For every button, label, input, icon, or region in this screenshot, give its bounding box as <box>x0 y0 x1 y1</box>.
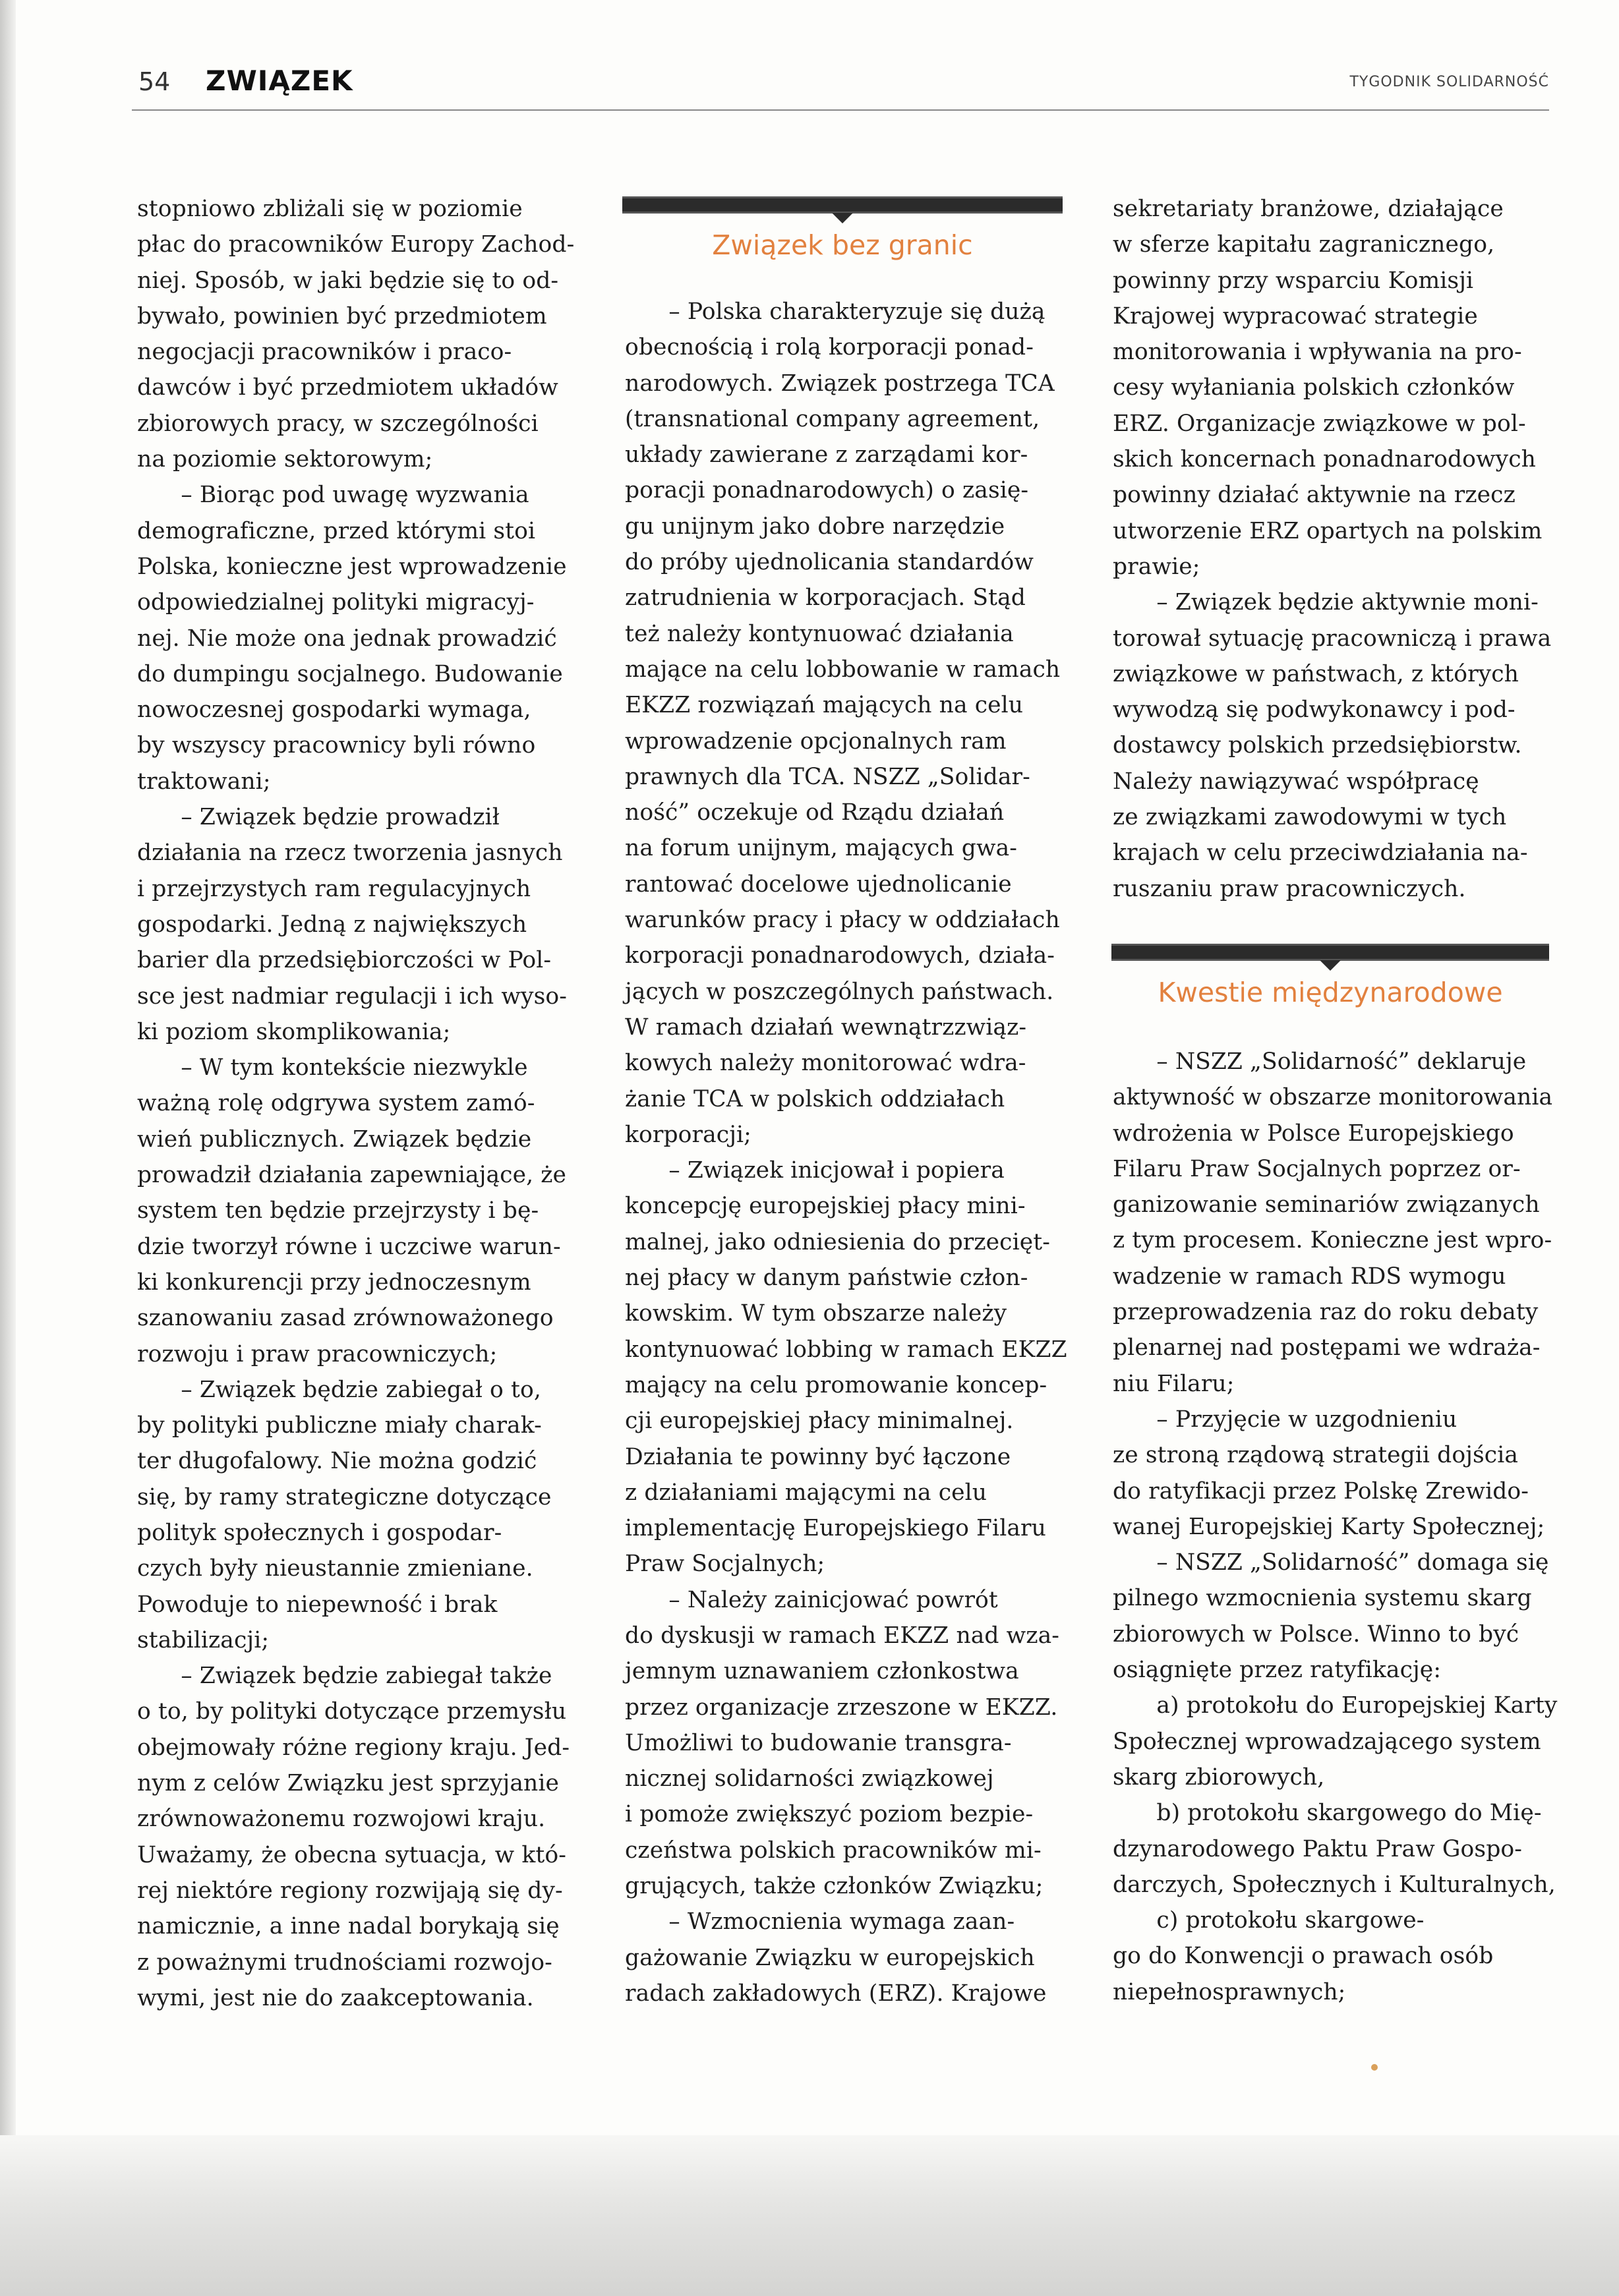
text-line: rantować docelowe ujednolicanie <box>625 871 1012 898</box>
text-line: darczych, Społecznych i Kulturalnych, <box>1113 1871 1556 1898</box>
text-line: (transnational company agreement, <box>625 405 1040 432</box>
box-header-bar <box>622 196 1063 214</box>
text-line: cji europejskiej płacy minimalnej. <box>625 1408 1014 1435</box>
text-line: ki poziom skomplikowania; <box>137 1018 451 1045</box>
column-3-top <box>1113 191 1561 907</box>
header-divider <box>132 109 1549 111</box>
text-line: Społecznej wprowadzającego system <box>1113 1728 1541 1755</box>
text-line: dawców i być przedmiotem układów <box>137 374 558 401</box>
text-line: c) protokołu skargowe- <box>1113 1907 1425 1934</box>
text-line: implementację Europejskiego Filaru <box>625 1515 1046 1542</box>
scan-bottom-shadow <box>0 2135 1619 2296</box>
box-header-bar <box>1111 944 1549 961</box>
text-line: plenarnej nad postępami we wdraża- <box>1113 1335 1541 1362</box>
text-line: też należy kontynuować działania <box>625 620 1014 647</box>
text-line: niu Filaru; <box>1113 1370 1235 1397</box>
text-line: wień publicznych. Związek będzie <box>137 1126 532 1153</box>
text-line: pilnego wzmocnienia systemu skarg <box>1113 1585 1532 1612</box>
text-line: Powoduje to niepewność i brak <box>137 1591 498 1618</box>
text-line: ganizowanie seminariów związanych <box>1113 1191 1540 1219</box>
text-line: Krajowej wypracować strategie <box>1113 302 1478 330</box>
text-line: nym z celów Związku jest sprzyjanie <box>137 1770 559 1797</box>
text-line: ERZ. Organizacje związkowe w pol- <box>1113 410 1526 437</box>
text-line: zbiorowych pracy, w szczególności <box>137 410 539 437</box>
text-line: by wszyscy pracownicy byli równo <box>137 732 536 759</box>
text-line: W ramach działań wewnątrzzwiąz- <box>625 1014 1027 1041</box>
text-line: płac do pracowników Europy Zachod- <box>137 231 575 258</box>
text-line: ze związkami zawodowymi w tych <box>1113 804 1507 831</box>
text-line: kowych należy monitorować wdra- <box>625 1050 1026 1077</box>
text-line: narodowych. Związek postrzega TCA <box>625 370 1055 397</box>
column-2 <box>625 294 1073 2011</box>
text-line: z tym procesem. Konieczne jest wpro- <box>1113 1227 1552 1254</box>
text-line: koncepcję europejskiej płacy mini- <box>625 1193 1026 1220</box>
text-line: – NSZZ „Solidarność” domaga się <box>1113 1549 1549 1576</box>
text-line: skich koncernach ponadnarodowych <box>1113 446 1536 473</box>
text-line: mające na celu lobbowanie w ramach <box>625 656 1061 683</box>
text-line: – Związek inicjował i popiera <box>625 1157 1005 1184</box>
text-line: czeństwa polskich pracowników mi- <box>625 1837 1042 1864</box>
text-line: namicznie, a inne nadal borykają się <box>137 1913 560 1940</box>
text-line: torował sytuację pracowniczą i prawa <box>1113 625 1552 652</box>
text-line: bywało, powinien być przedmiotem <box>137 302 547 330</box>
page-header <box>132 61 1549 108</box>
text-line: radach zakładowych (ERZ). Krajowe <box>625 1980 1047 2007</box>
text-line: się, by ramy strategiczne dotyczące <box>137 1483 552 1510</box>
text-line: przez organizacje zrzeszone w EKZZ. <box>625 1694 1058 1721</box>
text-line: Działania te powinny być łączone <box>625 1443 1011 1470</box>
text-line: szanowaniu zasad zrównoważonego <box>137 1305 554 1332</box>
text-line: skarg zbiorowych, <box>1113 1764 1325 1791</box>
text-line: Polska, konieczne jest wprowadzenie <box>137 553 567 580</box>
text-line: mający na celu promowanie koncep- <box>625 1371 1047 1398</box>
text-line: prawnych dla TCA. NSZZ „Solidar- <box>625 763 1030 790</box>
text-line: do próby ujednolicania standardów <box>625 549 1034 576</box>
text-line: obejmowały różne regiony kraju. Jed- <box>137 1734 570 1761</box>
text-line: niepełnosprawnych; <box>1113 1978 1346 2005</box>
text-line: wymi, jest nie do zaakceptowania. <box>137 1984 534 2011</box>
section-title: ZWIĄZEK <box>206 65 353 97</box>
text-line: z działaniami mającymi na celu <box>625 1479 987 1506</box>
text-line: sekretariaty branżowe, działające <box>1113 196 1504 222</box>
text-line: zatrudnienia w korporacjach. Stąd <box>625 585 1026 612</box>
box-title-kwestie-miedzynarodowe: Kwestie międzynarodowe <box>1158 977 1503 1008</box>
text-line: i przejrzystych ram regulacyjnych <box>137 875 531 902</box>
text-line: poracji ponadnarodowych) o zasię- <box>625 477 1029 504</box>
text-line: traktowani; <box>137 768 271 795</box>
text-line: ze stroną rządową strategii dojścia <box>1113 1442 1519 1469</box>
text-line: Należy nawiązywać współpracę <box>1113 768 1479 795</box>
text-line: zbiorowych w Polsce. Winno to być <box>1113 1621 1519 1648</box>
text-line: wadzenie w ramach RDS wymogu <box>1113 1263 1506 1290</box>
text-line: – NSZZ „Solidarność” deklaruje <box>1113 1048 1527 1075</box>
text-line: rozwoju i praw pracowniczych; <box>137 1340 498 1367</box>
text-line: gażowanie Związku w europejskich <box>625 1944 1035 1971</box>
publication-name: TYGODNIK SOLIDARNOŚĆ <box>1349 74 1549 90</box>
text-line: malnej, jako odniesienia do przecięt- <box>625 1228 1050 1255</box>
text-line: odpowiedzialnej polityki migracyj- <box>137 589 535 616</box>
text-line: dzynarodowego Paktu Praw Gospo- <box>1113 1835 1523 1862</box>
text-line: powinny działać aktywnie na rzecz <box>1113 482 1516 509</box>
text-line: wdrożenia w Polsce Europejskiego <box>1113 1120 1514 1147</box>
text-line: ki konkurencji przy jednoczesnym <box>137 1269 531 1296</box>
text-line: powinny przy wsparciu Komisji <box>1113 267 1474 294</box>
text-line: Filaru Praw Socjalnych poprzez or- <box>1113 1155 1521 1182</box>
text-line: z poważnymi trudnościami rozwojo- <box>137 1949 552 1976</box>
text-line: ruszaniu praw pracowniczych. <box>1113 875 1466 902</box>
text-line: jemnym uznawaniem członkostwa <box>625 1658 1019 1685</box>
text-line: EKZZ rozwiązań mających na celu <box>625 692 1024 719</box>
text-line: – Związek będzie prowadził <box>137 804 500 831</box>
text-line: polityk społecznych i gospodar- <box>137 1519 502 1546</box>
text-line: korporacji ponadnarodowych, działa- <box>625 942 1055 969</box>
text-line: nej. Nie może ona jednak prowadzić <box>137 625 557 652</box>
text-line: warunków pracy i płacy w oddziałach <box>625 907 1060 934</box>
text-line: system ten będzie przejrzysty i bę- <box>137 1197 539 1224</box>
text-line: do ratyfikacji przez Polskę Zrewido- <box>1113 1478 1529 1505</box>
text-line: prawie; <box>1113 553 1200 580</box>
text-line: monitorowania i wpływania na pro- <box>1113 339 1522 366</box>
text-line: prowadził działania zapewniające, że <box>137 1162 567 1189</box>
text-line: układy zawierane z zarządami kor- <box>625 442 1028 469</box>
text-line: na poziomie sektorowym; <box>137 446 433 473</box>
text-line: nowoczesnej gospodarki wymaga, <box>137 697 531 724</box>
text-line: utworzenie ERZ opartych na polskim <box>1113 517 1543 544</box>
text-line: rej niektóre regiony rozwijają się dy- <box>137 1877 563 1904</box>
text-line: sce jest nadmiar regulacji i ich wyso- <box>137 983 568 1010</box>
text-line: czych były nieustannie zmieniane. <box>137 1555 533 1582</box>
text-line: i pomoże zwiększyć poziom bezpie- <box>625 1801 1034 1828</box>
text-line: ter długofalowy. Nie można godzić <box>137 1448 537 1475</box>
ink-speck <box>1371 2064 1378 2071</box>
text-line: Praw Socjalnych; <box>625 1551 825 1578</box>
text-line: b) protokołu skargowego do Mię- <box>1113 1800 1542 1827</box>
text-line: Uważamy, że obecna sytuacja, w któ- <box>137 1841 566 1868</box>
text-line: ważną rolę odgrywa system zamó- <box>137 1090 535 1117</box>
text-line: na forum unijnym, mających gwa- <box>625 835 1018 862</box>
text-line: – Związek będzie aktywnie moni- <box>1113 589 1539 616</box>
text-line: barier dla przedsiębiorczości w Pol- <box>137 947 552 974</box>
text-line: żanie TCA w polskich oddziałach <box>625 1085 1005 1112</box>
text-line: niej. Sposób, w jaki będzie się to od- <box>137 267 559 294</box>
text-line: gu unijnym jako dobre narzędzie <box>625 513 1005 540</box>
column-1 <box>137 191 585 2016</box>
text-line: grujących, także członków Związku; <box>625 1873 1044 1900</box>
column-3-bottom <box>1113 1044 1561 2010</box>
text-line: stabilizacji; <box>137 1626 270 1653</box>
text-line: negocjacji pracowników i praco- <box>137 339 512 366</box>
text-line: w sferze kapitału zagranicznego, <box>1113 231 1495 258</box>
text-line: o to, by polityki dotyczące przemysłu <box>137 1698 567 1725</box>
text-line: a) protokołu do Europejskiej Karty <box>1113 1692 1558 1719</box>
text-line: wanej Europejskiej Karty Społecznej; <box>1113 1513 1545 1540</box>
box-title-zwiazek-bez-granic: Związek bez granic <box>712 229 973 261</box>
text-line: – Należy zainicjować powrót <box>625 1586 998 1613</box>
text-line: go do Konwencji o prawach osób <box>1113 1943 1494 1970</box>
text-line: – Przyjęcie w uzgodnieniu <box>1113 1406 1457 1433</box>
text-line: wprowadzenie opcjonalnych ram <box>625 728 1007 755</box>
text-line: – Polska charakteryzuje się dużą <box>625 299 1045 325</box>
text-line: aktywność w obszarze monitorowania <box>1113 1084 1553 1111</box>
text-line: do dumpingu socjalnego. Budowanie <box>137 660 563 687</box>
page-number: 54 <box>138 67 171 96</box>
text-line: cesy wyłaniania polskich członków <box>1113 374 1515 401</box>
text-line: związkowe w państwach, z których <box>1113 660 1519 687</box>
text-line: nej płacy w danym państwie człon- <box>625 1265 1028 1292</box>
text-line: stopniowo zbliżali się w poziomie <box>137 196 523 222</box>
text-line: gospodarki. Jedną z największych <box>137 911 527 938</box>
text-line: dostawcy polskich przedsiębiorstw. <box>1113 732 1522 759</box>
text-line: kontynuować lobbing w ramach EKZZ <box>625 1336 1067 1363</box>
text-line: zrównoważonemu rozwojowi kraju. <box>137 1806 546 1833</box>
text-line: działania na rzecz tworzenia jasnych <box>137 840 563 867</box>
text-line: kowskim. W tym obszarze należy <box>625 1300 1007 1327</box>
text-line: – W tym kontekście niezwykle <box>137 1054 528 1081</box>
text-line: przeprowadzenia raz do roku debaty <box>1113 1299 1539 1326</box>
text-line: – Związek będzie zabiegał także <box>137 1663 552 1690</box>
text-line: by polityki publiczne miały charak- <box>137 1412 542 1439</box>
text-line: obecnością i rolą korporacji ponad- <box>625 334 1034 361</box>
text-line: ność” oczekuje od Rządu działań <box>625 799 1005 826</box>
text-line: nicznej solidarności związkowej <box>625 1765 994 1793</box>
text-line: – Biorąc pod uwagę wyzwania <box>137 482 529 509</box>
text-line: – Związek będzie zabiegał o to, <box>137 1376 541 1403</box>
text-line: do dyskusji w ramach EKZZ nad wza- <box>625 1622 1060 1649</box>
text-line: – Wzmocnienia wymaga zaan- <box>625 1909 1015 1936</box>
text-line: krajach w celu przeciwdziałania na- <box>1113 840 1528 867</box>
text-line: dzie tworzył równe i uczciwe warun- <box>137 1233 561 1260</box>
text-line: osiągnięte przez ratyfikację: <box>1113 1657 1442 1684</box>
scan-margin-shadow <box>0 0 16 2296</box>
text-line: korporacji; <box>625 1121 751 1148</box>
text-line: demograficzne, przed którymi stoi <box>137 517 536 544</box>
text-line: wywodzą się podwykonawcy i pod- <box>1113 697 1516 724</box>
text-line: Umożliwi to budowanie transgra- <box>625 1729 1012 1756</box>
text-line: jących w poszczególnych państwach. <box>625 978 1054 1005</box>
